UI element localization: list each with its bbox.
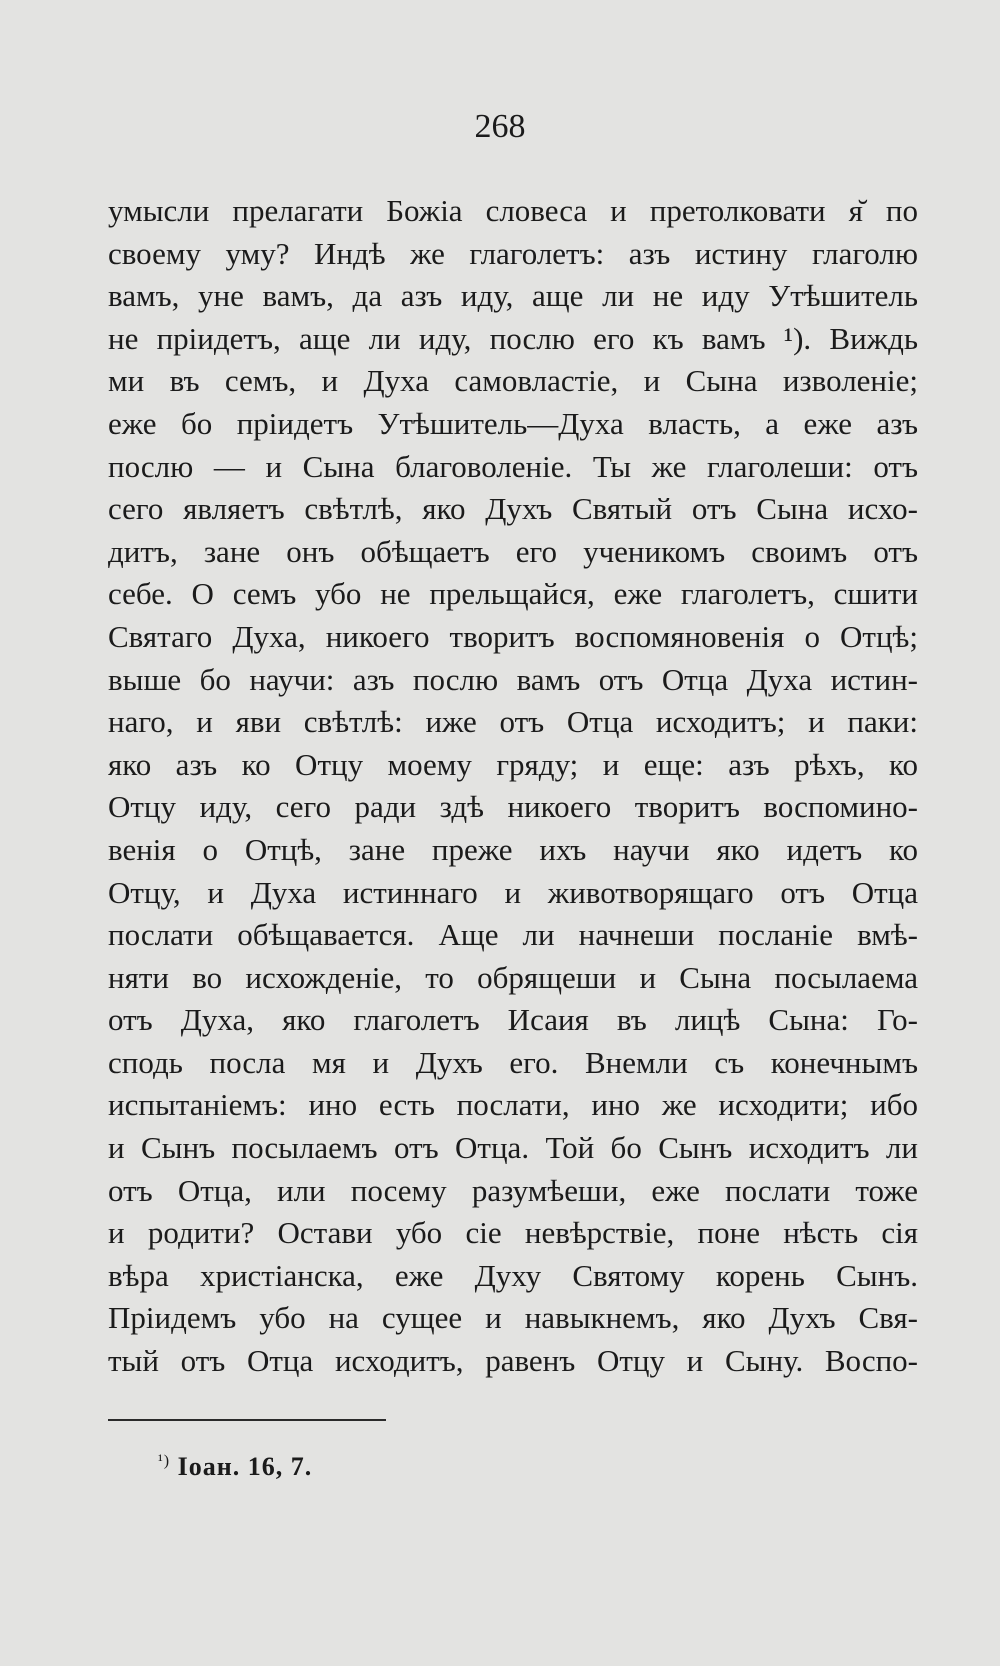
text-line: выше бо научи: азъ послю вамъ отъ Отца Духа истин- [108,661,918,697]
page-number: 268 [474,108,526,145]
text-line: Отцу, и Духа истиннаго и животворящаго отъ Отца [108,874,918,910]
text-line: испытаніемъ: ино есть послати, ино же исходити; ибо [108,1087,918,1123]
text-line: няти во исхожденіе, то обрящеши и Сына посылаема [108,959,918,995]
footnote-marker: ¹) [158,1452,171,1470]
text-line: послю — и Сына благоволеніе. Ты же глаголеши: отъ [108,448,918,484]
body-text [108,190,918,1383]
text-line: сего являетъ свѣтлѣ, яко Духъ Святый отъ Сына исхо- [108,491,918,527]
text-line: яко азъ ко Отцу моему гряду; и еще: азъ рѣхъ, ко [108,746,918,782]
text-line: ми въ семъ, и Духа самовластіе, и Сына изволеніе; [108,363,918,399]
footnote [158,1452,312,1482]
text-line: отъ Отца, или посему разумѣеши, еже послати тоже [108,1172,918,1208]
footnote-text: Іоан. 16, 7. [177,1452,313,1481]
text-line: послати обѣщавается. Аще ли начнеши посланіе вмѣ- [108,917,918,953]
text-line: тый отъ Отца исходитъ, равенъ Отцу и Сыну. Воспо- [108,1343,918,1379]
text-line: и родити? Остави убо сіе невѣрствіе, поне нѣсть сія [108,1215,918,1251]
text-line: наго, и яви свѣтлѣ: иже отъ Отца исходитъ; и паки: [108,704,918,740]
text-line: вѣра христіанска, еже Духу Святому корень Сынъ. [108,1257,918,1293]
text-line: не пріидетъ, аще ли иду, послю его къ вамъ ¹). Виждь [108,320,918,356]
text-line: Отцу иду, сего ради здѣ никоего творитъ воспомино- [108,789,918,825]
text-line: вамъ, уне вамъ, да азъ иду, аще ли не иду Утѣшитель [108,278,918,314]
text-line: своему уму? Индѣ же глаголетъ: азъ истину глаголю [108,235,918,271]
text-line: сподь посла мя и Духъ его. Внемли съ конечнымъ [108,1044,918,1080]
text-line: и Сынъ посылаемъ отъ Отца. Той бо Сынъ исходитъ ли [108,1130,918,1166]
text-line: отъ Духа, яко глаголетъ Исаия въ лицѣ Сына: Го- [108,1002,918,1038]
text-line: венія о Отцѣ, зане преже ихъ научи яко идетъ ко [108,831,918,867]
text-line: дитъ, зане онъ обѣщаетъ его ученикомъ своимъ отъ [108,533,918,569]
text-line: умысли прелагати Божіа словеса и претолковати я̆ по [108,193,918,228]
text-line: себе. О семъ убо не прельщайся, еже глаголетъ, сшити [108,576,918,612]
text-line: Пріидемъ убо на сущее и навыкнемъ, яко Духъ Свя- [108,1300,918,1336]
text-line: еже бо пріидетъ Утѣшитель—Духа власть, а еже азъ [108,405,918,441]
text-line: Святаго Духа, никоего творитъ воспомяновенія о Отцѣ; [108,618,918,654]
footnote-rule [108,1419,386,1421]
